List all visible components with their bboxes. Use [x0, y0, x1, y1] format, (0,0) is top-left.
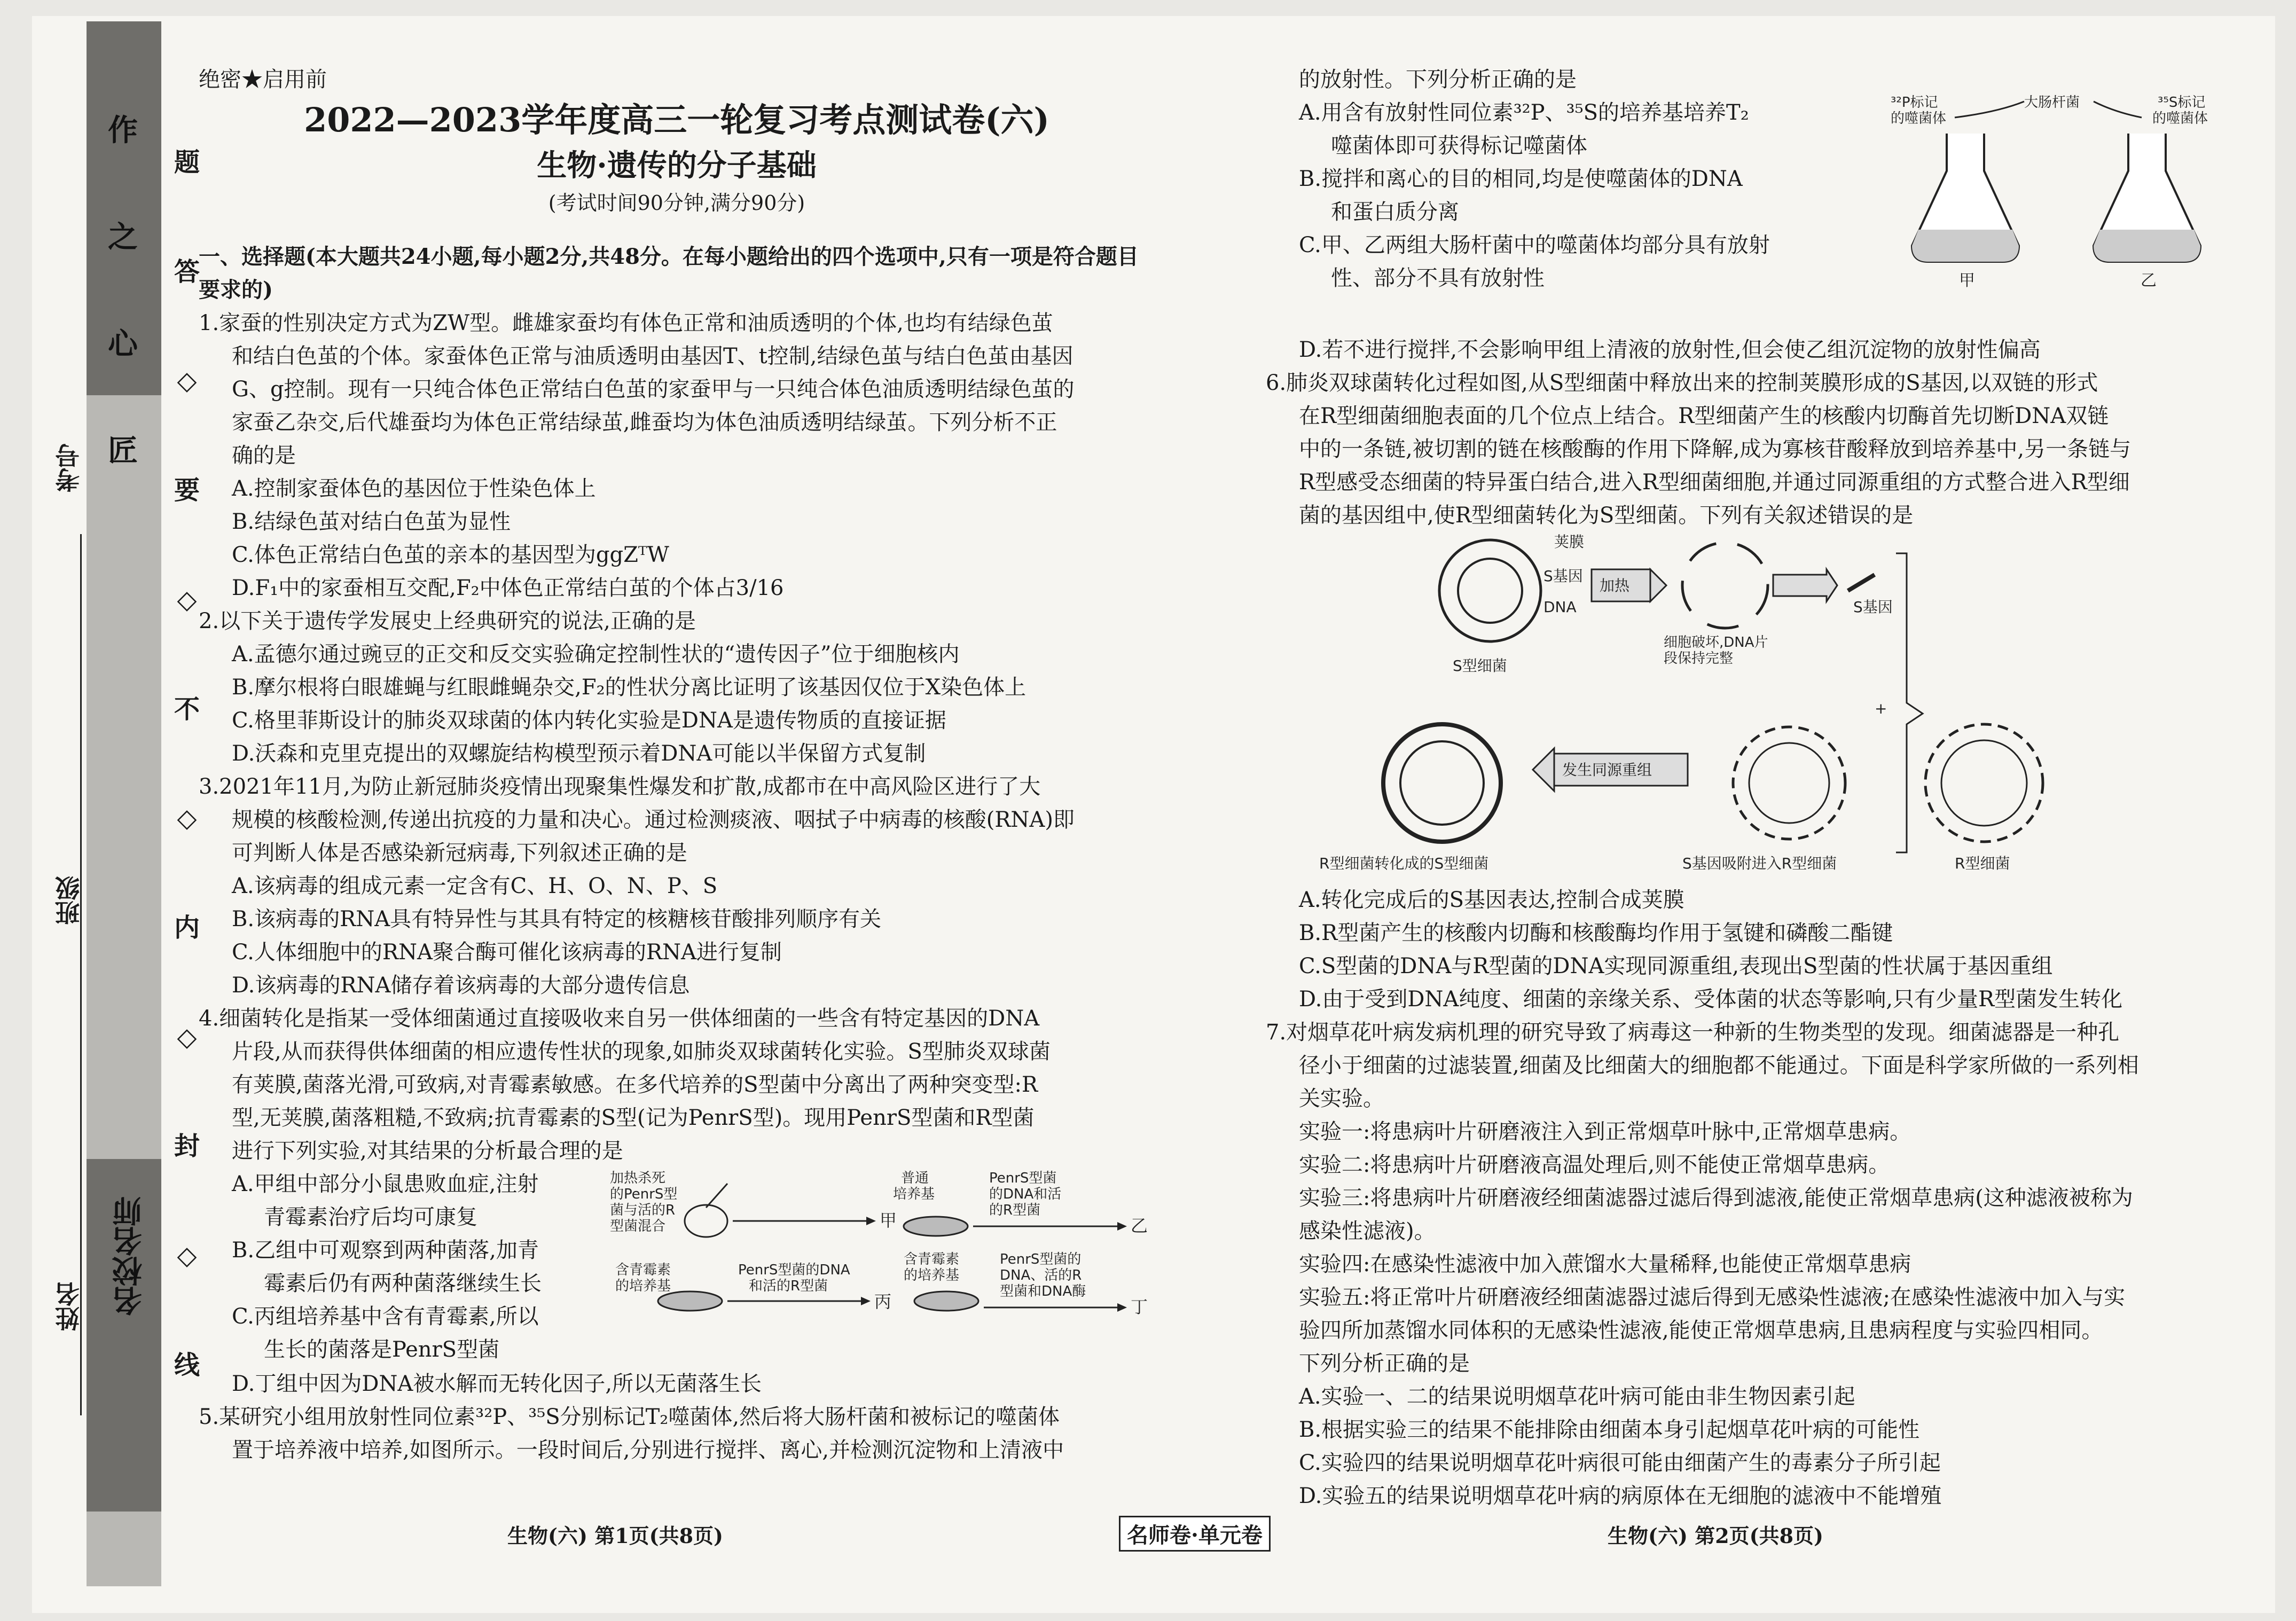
- svg-text:荚膜: 荚膜: [1554, 533, 1585, 551]
- label-kaohao: 考号: [54, 443, 83, 492]
- option-d: D.丁组中因为DNA被水解而无转化因子,所以无菌落生长: [232, 1372, 762, 1396]
- section-heading: 一、选择题(本大题共24小题,每小题2分,共48分。在每小题给出的四个选项中,只有一项是符合题目要求的): [199, 244, 1139, 302]
- option-c: C.体色正常结白色茧的亲本的基因型为ggZᵀW: [232, 543, 669, 567]
- question-3: 3.2021年11月,为防止新冠肺炎疫情出现聚集性爆发和扩散,成都市在中高风险区进行了大 规模的核酸检测,传递出抗疫的力量和决心。通过检测痰液、咽拭子中病毒的核酸(RNA)即 可判断人体是否感染新冠病毒,下列叙述正确的是 A.该病毒的组成元素一定含有C、H、O、N、P、S B.该病毒的RNA具有特异性与其具有特定的核糖核苷酸排列顺序有关 C.人体细胞中的RNA聚合酶可催化该病毒的RNA进行复制 D.该病毒的RNA储存着该病毒的大部分遗传信息: [199, 770, 1155, 1002]
- svg-text:大肠杆菌: 大肠杆菌: [2024, 95, 2080, 111]
- svg-text:型菌和DNA酶: 型菌和DNA酶: [1000, 1283, 1086, 1299]
- option-b: B.结绿色茧对结白色茧为显性: [232, 510, 511, 534]
- svg-text:菌与活的R: 菌与活的R: [610, 1202, 676, 1218]
- option-a: A.该病毒的组成元素一定含有C、H、O、N、P、S: [232, 874, 718, 898]
- broken-cell-icon: [1682, 543, 1768, 628]
- left-page: [199, 63, 1155, 1467]
- svg-text:的DNA和活: 的DNA和活: [989, 1186, 1062, 1202]
- right-page: 的放射性。下列分析正确的是 A.用含有放射性同位素³²P、³⁵S的培养基培养T₂ 噬菌体即可获得标记噬菌体 B.搅拌和离心的目的相同,均是使噬菌体的DNA 和蛋白质分离 C.甲、乙两组大肠杆菌中的噬菌体均部分具有放射 性、部分不具有放射性 ³²P标记 的噬菌体 大肠杆菌 ³⁵S标记 的噬菌体 甲 乙 D.若不进行搅拌,不会影响甲组上清液的放射性,但会使乙组沉淀物的放射性偏高 6.肺炎双球菌转化过程如图,从S型细菌中释放出来的控制荚膜形成的S基因,以双链的形式 在R型细菌细胞表面的几个位点上结合。R型细菌产生的核酸内切酶首先切断DNA双链 中的一条链,被切割的链在核酸酶的作用下降解,成为寡核苷酸释放到培养基中,另一条链与 R型感受态细菌的特异蛋白结合,进入R型细菌细胞,并通过同源重组的方式整合进入R型细 菌的基因组中,使R型细菌转化为S型细菌。下列有关叙述错误的是 荚膜 S基因 DNA S型细菌 加热 细胞破坏,DNA片 段保持完整 S基因 + R型细菌 S基因吸附进入R型细菌 发生同源重组 R型细菌转化成的S型细菌 A.转化完成后的S基因表达,控制合成荚膜 B.R型菌产生的核酸内切酶和核酸酶均作用于氢键和磷酸二酯键 C.S型菌的DNA与R型菌的DNA实现同源重组,表现出S型菌的性状属于基因重组 D.由于受到DNA纯度、细菌的亲缘关系、受体菌的状态等影响,只有少量R型菌发生转化 7.对烟草花叶病发病机理的研究导致了病毒这一种新的生物类型的发现。细菌滤器是一种孔 径小于细菌的过滤装置,细菌及比细菌大的细胞都不能通过。下面是科学家所做的一系列相 关实验。 实验一:将患病叶片研磨液注入到正常烟草叶脉中,正常烟草患病。 实验二:将患病叶片研磨液高温处理后,则不能使正常烟草患病。 实验三:将患病叶片研磨液经细菌滤器过滤后得到滤液,能使正常烟草患病(这种滤液被称为 感染性滤液)。 实验四:在感染性滤液中加入蔗馏水大量稀释,也能使正常烟草患病 实验五:将正常叶片研磨液经细菌滤器过滤后得到无感染性滤液;在感染性滤液中加入与实 验四所加蒸馏水同体积的无感染性滤液,能使正常烟草患病,且患病程度与实验四相同。 下列分析正确的是 A.实验一、二的结果说明烟草花叶病可能由非生物因素引起 B.根据实验三的结果不能排除由细菌本身引起烟草花叶病的可能性 C.实验四的结果说明烟草花叶病很可能由细菌产生的毒素分子所引起 D.实验五的结果说明烟草花叶病的病原体在无细胞的滤液中不能增殖: [1266, 63, 2222, 1513]
- option-b: B.摩尔根将白眼雄蝇与红眼雌蝇杂交,F₂的性状分离比证明了该基因仅位于X染色体上: [232, 675, 1026, 700]
- svg-text:甲: 甲: [1959, 271, 1975, 290]
- option-d: D.由于受到DNA纯度、细菌的亲缘关系、受体菌的状态等影响,只有少量R型菌发生转化: [1299, 987, 2123, 1012]
- svg-text:含青霉素: 含青霉素: [904, 1251, 960, 1267]
- option-b: B.R型菌产生的核酸内切酶和核酸酶均作用于氢键和磷酸二酯键: [1299, 921, 1893, 945]
- question-4: 4.细菌转化是指某一受体细菌通过直接吸收来自另一供体细菌的一些含有特定基因的DNA 片段,从而获得供体细菌的相应遗传性状的现象,如肺炎双球菌转化实验。S型肺炎双球菌 有荚膜,菌落光滑,可致病,对青霉素敏感。在多代培养的S型菌中分离出了两种突变型:R 型,无荚膜,菌落粗糙,不致病;抗青霉素的S型(记为PenrS型)。现用PenrS型菌和R型菌 进行下列实验,对其结果的分析最合理的是 A.甲组中部分小鼠患败血症,注射 青霉素治疗后均可康复 B.乙组中可观察到两种菌落,加青 霉素后仍有两种菌落继续生长 C.丙组培养基中含有青霉素,所以 生长的菌落是PenrS型菌 加热杀死 的PenrS型 菌与活的R 型菌混合 甲 普通 培养基 PenrS型菌 的DNA和活 的R型菌 乙 含青霉素 的培养基 PenrS型菌的DNA 和活的R型菌 丙 含青霉素 的培养基 PenrS型菌的 DNA、活的R 型菌和DNA酶 丁 D.丁组中因为DNA被水解而无转化因子,所以无菌落生长: [199, 1002, 1155, 1400]
- exam-title: 2022—2023学年度高三一轮复习考点测试卷(六): [304, 100, 1049, 139]
- svg-text:的PenrS型: 的PenrS型: [610, 1186, 678, 1202]
- dish-icon: [658, 1291, 722, 1311]
- q5-phage-figure: [1891, 85, 2222, 310]
- question-6: 6.肺炎双球菌转化过程如图,从S型细菌中释放出来的控制荚膜形成的S基因,以双链的形式 在R型细菌细胞表面的几个位点上结合。R型细菌产生的核酸内切酶首先切断DNA双链 中的一条链,被切割的链在核酸酶的作用下降解,成为寡核苷酸释放到培养基中,另一条链与 R型感受态细菌的特异蛋白结合,进入R型细菌细胞,并通过同源重组的方式整合进入R型细 菌的基因组中,使R型细菌转化为S型细菌。下列有关叙述错误的是 荚膜 S基因 DNA S型细菌 加热 细胞破坏,DNA片 段保持完整 S基因 + R型细菌 S基因吸附进入R型细菌 发生同源重组 R型细菌转化成的S型细菌 A.转化完成后的S基因表达,控制合成荚膜 B.R型菌产生的核酸内切酶和核酸酶均作用于氢键和磷酸二酯键 C.S型菌的DNA与R型菌的DNA实现同源重组,表现出S型菌的性状属于基因重组 D.由于受到DNA纯度、细菌的亲缘关系、受体菌的状态等影响,只有少量R型菌发生转化: [1266, 366, 2222, 1016]
- svg-text:DNA: DNA: [1543, 598, 1577, 616]
- option-d: D.该病毒的RNA储存着该病毒的大部分遗传信息: [232, 973, 690, 998]
- svg-text:培养基: 培养基: [893, 1186, 935, 1202]
- option-c: C.甲、乙两组大肠杆菌中的噬菌体均部分具有放射: [1299, 233, 1770, 257]
- option-a: A.实验一、二的结果说明烟草花叶病可能由非生物因素引起: [1299, 1384, 1855, 1409]
- binding-strip: [87, 21, 161, 1586]
- secret-label: 绝密★启用前: [199, 67, 327, 92]
- svg-text:丙: 丙: [874, 1291, 892, 1312]
- svg-text:S型细菌: S型细菌: [1453, 657, 1507, 675]
- question-1: 1.家蚕的性别决定方式为ZW型。雌雄家蚕均有体色正常和油质透明的个体,也均有结绿色茧 和结白色茧的个体。家蚕体色正常与油质透明由基因T、t控制,结绿色茧与结白色茧由基因 G、g控制。现有一只纯合体色正常结白色茧的家蚕甲与一只纯合体色油质透明结绿色茧的 家蚕乙杂交,后代雄蚕均为体色正常结绿茧,雌蚕均为体色油质透明结绿茧。下列分析不正 确的是 A.控制家蚕体色的基因位于性染色体上 B.结绿色茧对结白色茧为显性 C.体色正常结白色茧的亲本的基因型为ggZᵀW D.F₁中的家蚕相互交配,F₂中体色正常结白茧的个体占3/16: [199, 307, 1155, 605]
- bracket: [1896, 553, 1923, 852]
- q4-options: A.甲组中部分小鼠患败血症,注射 青霉素治疗后均可康复 B.乙组中可观察到两种菌落,加青 霉素后仍有两种菌落继续生长 C.丙组培养基中含有青霉素,所以 生长的菌落是PenrS型菌: [199, 1168, 583, 1366]
- option-b: B.根据实验三的结果不能排除由细菌本身引起烟草花叶病的可能性: [1299, 1418, 1920, 1442]
- svg-text:加热: 加热: [1600, 577, 1630, 594]
- svg-text:的培养基: 的培养基: [615, 1278, 671, 1294]
- q6-transformation-figure: [1266, 532, 2222, 874]
- footer-right: 生物(六) 第2页(共8页): [1608, 1524, 1824, 1548]
- option-c: C.S型菌的DNA与R型菌的DNA实现同源重组,表现出S型菌的性状属于基因重组: [1299, 954, 2053, 978]
- seal-text-column: 题 答 ◇ 要 ◇ 不 ◇ 内 ◇ 封 ◇ 线: [174, 147, 200, 1380]
- svg-text:S基因: S基因: [1543, 567, 1583, 585]
- option-a: A.转化完成后的S基因表达,控制合成荚膜: [1299, 888, 1684, 912]
- svg-text:段保持完整: 段保持完整: [1664, 651, 1734, 667]
- option-a: A.控制家蚕体色的基因位于性染色体上: [232, 476, 596, 501]
- question-5: 5.某研究小组用放射性同位素³²P、³⁵S分别标记T₂噬菌体,然后将大肠杆菌和被标记的噬菌体 置于培养液中培养,如图所示。一段时间后,分别进行搅拌、离心,并检测沉淀物和上清液中: [199, 1405, 1064, 1462]
- svg-text:发生同源重组: 发生同源重组: [1562, 761, 1652, 779]
- svg-text:甲: 甲: [880, 1210, 897, 1231]
- label-xingming: 姓名: [54, 1282, 83, 1331]
- option-b: B.该病毒的RNA具有特异性与其具有特定的核糖核苷酸排列顺序有关: [232, 907, 882, 931]
- footer-badge: 名师卷·单元卷: [1119, 1516, 1271, 1552]
- svg-text:PenrS型菌的DNA: PenrS型菌的DNA: [738, 1262, 850, 1278]
- svg-text:型菌混合: 型菌混合: [610, 1218, 666, 1234]
- dish-icon: [914, 1291, 978, 1311]
- syringe-icon: [706, 1184, 727, 1208]
- svg-text:³²P标记: ³²P标记: [1891, 95, 1938, 111]
- option-c: C.人体细胞中的RNA聚合酶可催化该病毒的RNA进行复制: [232, 940, 782, 965]
- dish-icon: [904, 1217, 968, 1236]
- svg-text:+: +: [1875, 700, 1887, 717]
- svg-text:丁: 丁: [1131, 1297, 1148, 1317]
- option-d: D.沃森和克里克提出的双螺旋结构模型预示着DNA可能以半保留方式复制: [232, 741, 926, 766]
- svg-text:加热杀死: 加热杀死: [610, 1170, 666, 1186]
- option-d: D.若不进行搅拌,不会影响甲组上清液的放射性,但会使乙组沉淀物的放射性偏高: [1299, 338, 2041, 362]
- option-d: D.F₁中的家蚕相互交配,F₂中体色正常结白茧的个体占3/16: [232, 576, 784, 600]
- svg-text:R型细菌转化成的S型细菌: R型细菌转化成的S型细菌: [1319, 855, 1489, 872]
- exam-subtitle: 生物·遗传的分子基础: [537, 148, 817, 183]
- option-a: A.甲组中部分小鼠患败血症,注射: [232, 1172, 539, 1196]
- option-d: D.实验五的结果说明烟草花叶病的病原体在无细胞的滤液中不能增殖: [1299, 1484, 1942, 1508]
- option-c: C.格里菲斯设计的肺炎双球菌的体内转化实验是DNA是遗传物质的直接证据: [232, 708, 946, 733]
- svg-text:PenrS型菌的: PenrS型菌的: [1000, 1251, 1082, 1267]
- strip-top-words: 作 之 心 匠: [108, 113, 138, 468]
- svg-text:的R型菌: 的R型菌: [989, 1202, 1041, 1218]
- mouse-icon: [685, 1205, 727, 1237]
- option-c: C.丙组培养基中含有青霉素,所以: [232, 1304, 539, 1329]
- svg-text:R型细菌: R型细菌: [1955, 855, 2010, 872]
- question-2: 2.以下关于遗传学发展史上经典研究的说法,正确的是 A.孟德尔通过豌豆的正交和反交实验确定控制性状的“遗传因子”位于细胞核内 B.摩尔根将白眼雄蝇与红眼雌蝇杂交,F₂的性状分离比证明了该基因仅位于X染色体上 C.格里菲斯设计的肺炎双球菌的体内转化实验是DNA是遗传物质的直接证据 D.沃森和克里克提出的双螺旋结构模型预示着DNA可能以半保留方式复制: [199, 605, 1155, 770]
- svg-text:S基因: S基因: [1853, 598, 1893, 616]
- strip-bottom-words: 名校名师: [112, 1196, 147, 1316]
- question-7: 7.对烟草花叶病发病机理的研究导致了病毒这一种新的生物类型的发现。细菌滤器是一种孔 径小于细菌的过滤装置,细菌及比细菌大的细胞都不能通过。下面是科学家所做的一系列相 关实验。 实验一:将患病叶片研磨液注入到正常烟草叶脉中,正常烟草患病。 实验二:将患病叶片研磨液高温处理后,则不能使正常烟草患病。 实验三:将患病叶片研磨液经细菌滤器过滤后得到滤液,能使正常烟草患病(这种滤液被称为 感染性滤液)。 实验四:在感染性滤液中加入蔗馏水大量稀释,也能使正常烟草患病 实验五:将正常叶片研磨液经细菌滤器过滤后得到无感染性滤液;在感染性滤液中加入与实 验四所加蒸馏水同体积的无感染性滤液,能使正常烟草患病,且患病程度与实验四相同。 下列分析正确的是 A.实验一、二的结果说明烟草花叶病可能由非生物因素引起 B.根据实验三的结果不能排除由细菌本身引起烟草花叶病的可能性 C.实验四的结果说明烟草花叶病很可能由细菌产生的毒素分子所引起 D.实验五的结果说明烟草花叶病的病原体在无细胞的滤液中不能增殖: [1266, 1016, 2222, 1513]
- q4-experiment-figure: [605, 1168, 1160, 1392]
- svg-text:S基因吸附进入R型细菌: S基因吸附进入R型细菌: [1682, 855, 1837, 872]
- svg-text:的噬菌体: 的噬菌体: [1891, 111, 1947, 127]
- option-a: A.用含有放射性同位素³²P、³⁵S的培养基培养T₂: [1299, 100, 1749, 125]
- svg-text:和活的R型菌: 和活的R型菌: [749, 1278, 828, 1294]
- option-c: C.实验四的结果说明烟草花叶病很可能由细菌产生的毒素分子所引起: [1299, 1451, 1941, 1475]
- svg-text:乙: 乙: [1131, 1216, 1148, 1236]
- svg-text:DNA、活的R: DNA、活的R: [1000, 1267, 1082, 1283]
- svg-text:含青霉素: 含青霉素: [615, 1262, 671, 1278]
- option-a: A.孟德尔通过豌豆的正交和反交实验确定控制性状的“遗传因子”位于细胞核内: [232, 642, 960, 667]
- svg-text:的培养基: 的培养基: [904, 1267, 960, 1283]
- option-b: B.乙组中可观察到两种菌落,加青: [232, 1238, 539, 1263]
- option-b: B.搅拌和离心的目的相同,均是使噬菌体的DNA: [1299, 167, 1743, 191]
- r-cell-icon: [1925, 724, 2043, 842]
- svg-text:乙: 乙: [2141, 271, 2157, 290]
- s-cell-icon: [1439, 540, 1541, 641]
- svg-text:³⁵S标记: ³⁵S标记: [2158, 95, 2206, 111]
- svg-text:细胞破坏,DNA片: 细胞破坏,DNA片: [1664, 635, 1768, 651]
- exam-time: (考试时间90分钟,满分90分): [548, 191, 805, 215]
- svg-text:的噬菌体: 的噬菌体: [2152, 111, 2208, 127]
- label-banji: 班级: [54, 876, 83, 925]
- footer-left: 生物(六) 第1页(共8页): [507, 1524, 724, 1548]
- svg-text:普通: 普通: [901, 1170, 929, 1186]
- svg-text:PenrS型菌: PenrS型菌: [989, 1170, 1057, 1186]
